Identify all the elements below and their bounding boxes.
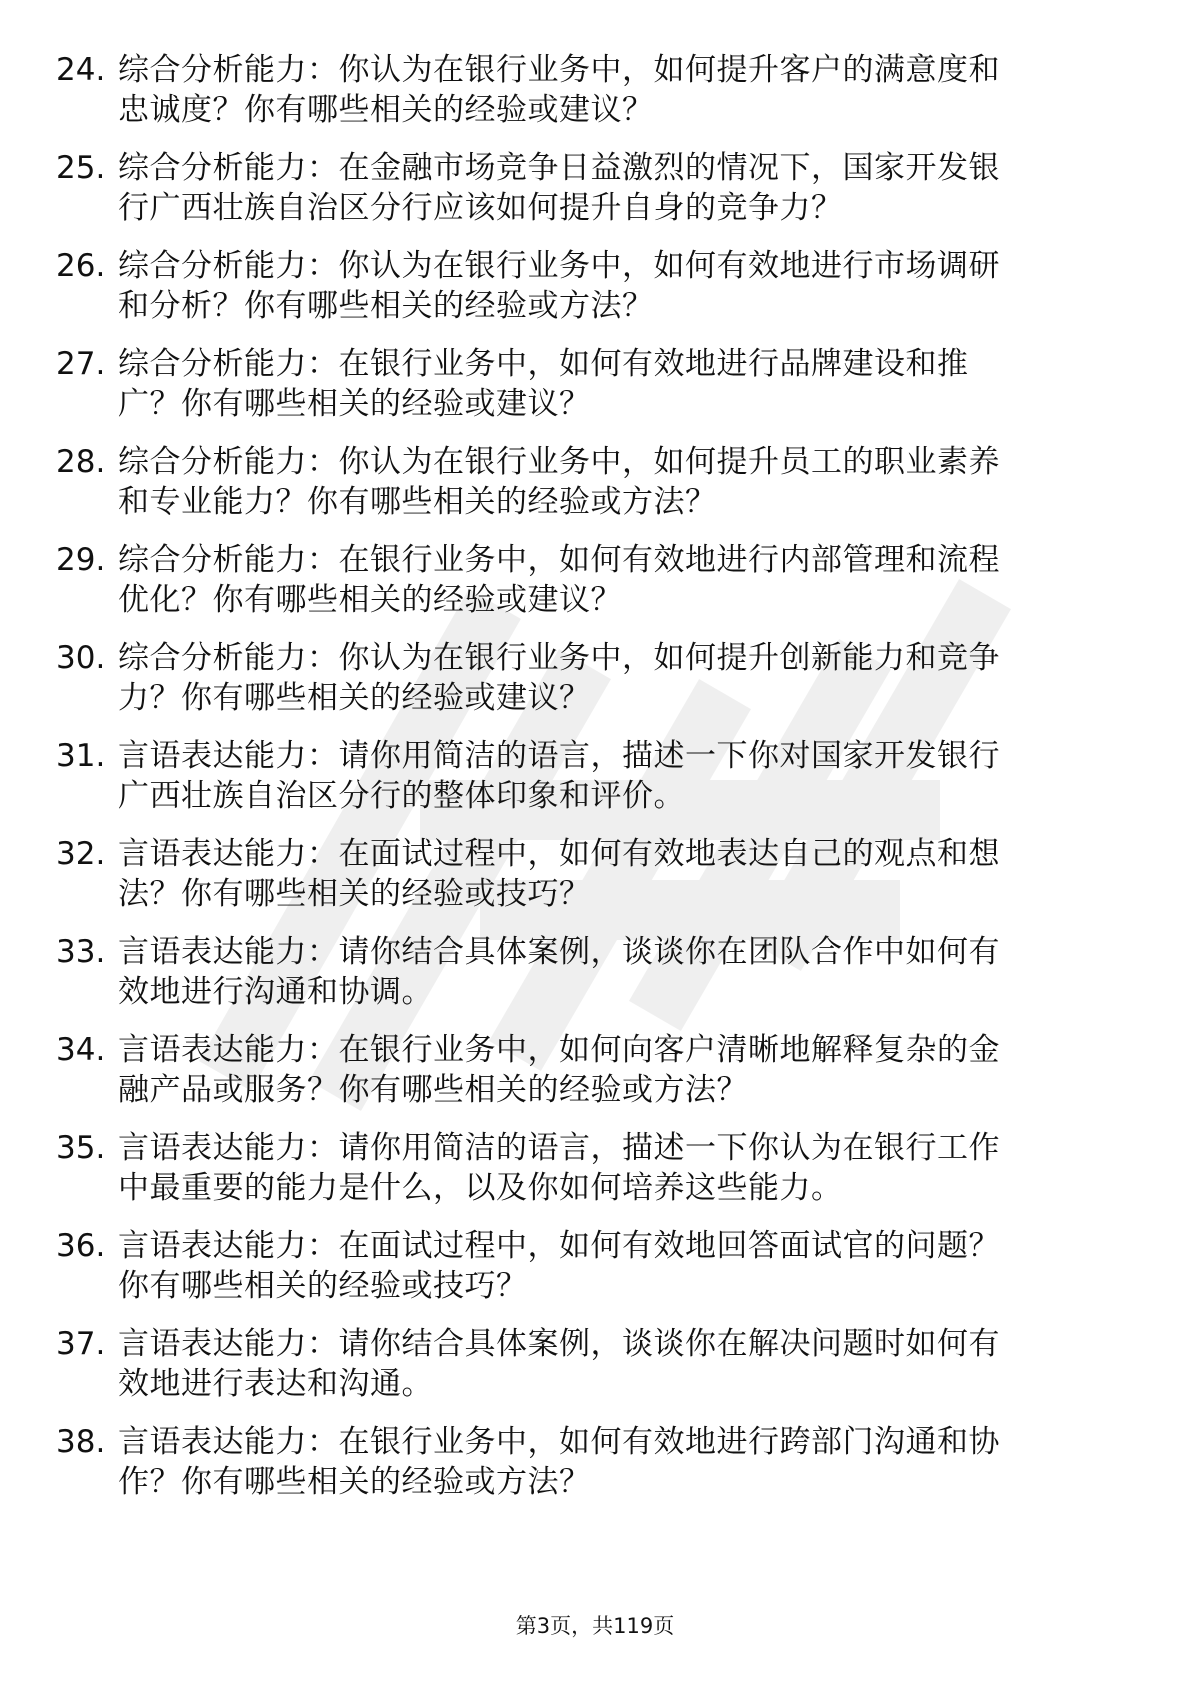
question-item — [56, 1128, 1136, 1208]
question-item — [56, 736, 1136, 816]
question-number: 27. — [56, 346, 106, 382]
question-number: 28. — [56, 444, 106, 480]
question-number: 25. — [56, 150, 106, 186]
question-text: 综合分析能力：在银行业务中，如何有效地进行内部管理和流程 优化？你有哪些相关的经验或建议？ — [118, 542, 1000, 618]
question-item — [56, 442, 1136, 522]
question-text: 综合分析能力：你认为在银行业务中，如何提升员工的职业素养 和专业能力？你有哪些相关的经验或方法？ — [118, 444, 1000, 520]
question-item — [56, 1324, 1136, 1404]
question-number: 26. — [56, 248, 106, 284]
question-text: 言语表达能力：在银行业务中，如何向客户清晰地解释复杂的金 融产品或服务？你有哪些相关的经验或方法？ — [118, 1032, 1000, 1108]
question-number: 30. — [56, 640, 106, 676]
question-number: 24. — [56, 52, 106, 88]
question-item — [56, 638, 1136, 718]
question-text: 言语表达能力：请你用简洁的语言，描述一下你对国家开发银行 广西壮族自治区分行的整体印象和评价。 — [118, 738, 1000, 814]
question-text: 言语表达能力：在面试过程中，如何有效地表达自己的观点和想 法？你有哪些相关的经验或技巧？ — [118, 836, 1000, 912]
page-footer: 第3页，共119页 — [515, 1614, 675, 1638]
question-text: 综合分析能力：你认为在银行业务中，如何提升创新能力和竞争 力？你有哪些相关的经验或建议？ — [118, 640, 1000, 716]
question-text: 综合分析能力：在银行业务中，如何有效地进行品牌建设和推 广？你有哪些相关的经验或建议？ — [118, 346, 969, 422]
question-item — [56, 1030, 1136, 1110]
question-item — [56, 246, 1136, 326]
question-number: 32. — [56, 836, 106, 872]
question-number: 35. — [56, 1130, 106, 1166]
question-item — [56, 540, 1136, 620]
question-item — [56, 1422, 1136, 1502]
question-item — [56, 932, 1136, 1012]
question-number: 34. — [56, 1032, 106, 1068]
question-number: 33. — [56, 934, 106, 970]
question-number: 37. — [56, 1326, 106, 1362]
question-text: 综合分析能力：你认为在银行业务中，如何有效地进行市场调研 和分析？你有哪些相关的经验或方法？ — [118, 248, 1000, 324]
question-text: 言语表达能力：请你用简洁的语言，描述一下你认为在银行工作 中最重要的能力是什么，以及你如何培养这些能力。 — [118, 1130, 1000, 1206]
question-number: 31. — [56, 738, 106, 774]
question-number: 29. — [56, 542, 106, 578]
question-number: 38. — [56, 1424, 106, 1460]
question-text: 言语表达能力：在银行业务中，如何有效地进行跨部门沟通和协 作？你有哪些相关的经验或方法？ — [118, 1424, 1000, 1500]
question-list — [56, 50, 1136, 1520]
question-number: 36. — [56, 1228, 106, 1264]
question-item — [56, 50, 1136, 130]
question-text: 综合分析能力：在金融市场竞争日益激烈的情况下，国家开发银 行广西壮族自治区分行应该如何提升自身的竞争力？ — [118, 150, 1000, 226]
question-text: 综合分析能力：你认为在银行业务中，如何提升客户的满意度和 忠诚度？你有哪些相关的经验或建议？ — [118, 52, 1000, 128]
question-item — [56, 834, 1136, 914]
question-text: 言语表达能力：请你结合具体案例，谈谈你在解决问题时如何有 效地进行表达和沟通。 — [118, 1326, 1000, 1402]
question-item — [56, 148, 1136, 228]
question-text: 言语表达能力：请你结合具体案例，谈谈你在团队合作中如何有 效地进行沟通和协调。 — [118, 934, 1000, 1010]
question-item — [56, 1226, 1136, 1306]
question-item — [56, 344, 1136, 424]
question-text: 言语表达能力：在面试过程中，如何有效地回答面试官的问题？ 你有哪些相关的经验或技巧？ — [118, 1228, 1000, 1304]
